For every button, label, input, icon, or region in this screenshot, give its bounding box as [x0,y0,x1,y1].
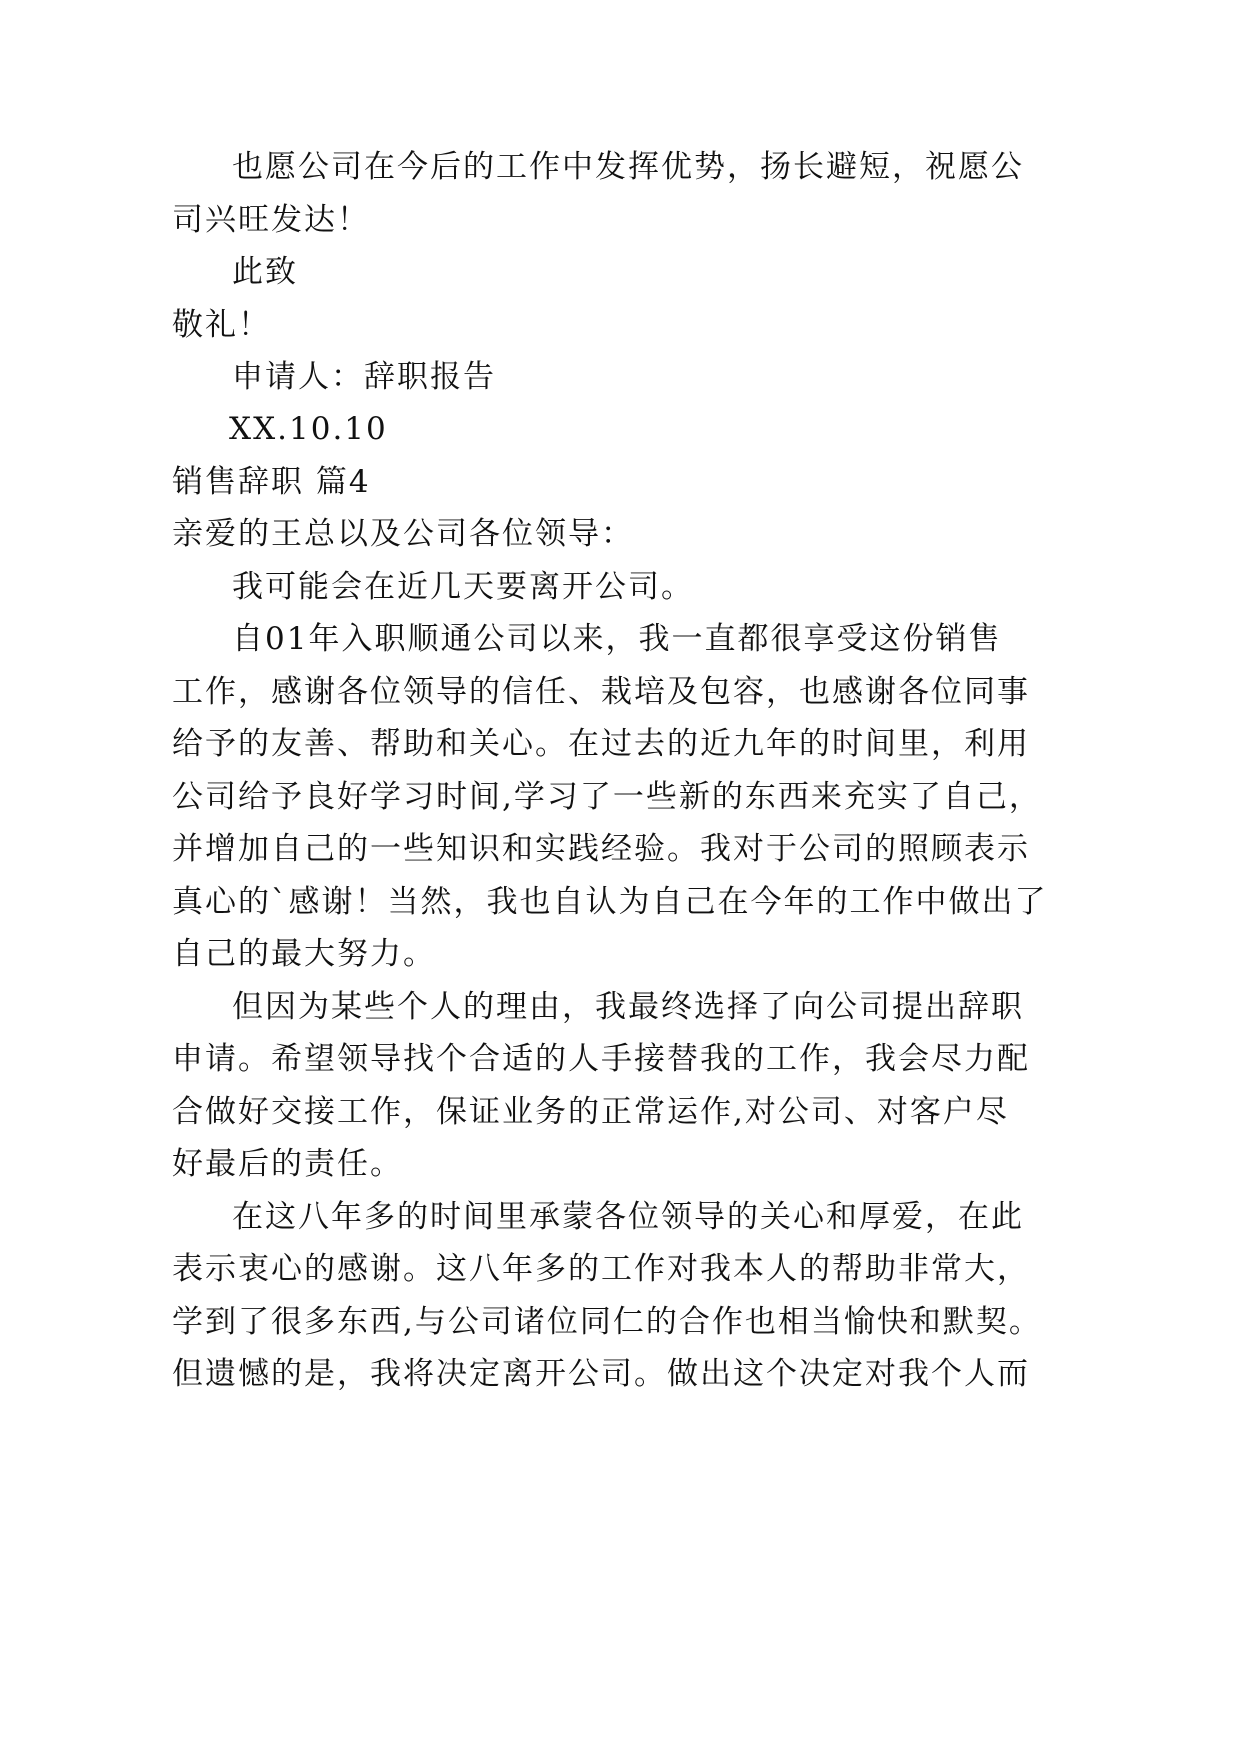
paragraph-line: 表示衷心的感谢。这八年多的工作对我本人的帮助非常大， [172,1251,1030,1287]
paragraph-line: 学到了很多东西,与公司诸位同仁的合作也相当愉快和默契。 [172,1304,1042,1340]
paragraph-line: 合做好交接工作，保证业务的正常运作,对公司、对客户尽 [172,1094,1009,1130]
paragraph-line: 自己的最大努力。 [172,936,436,972]
paragraph-line: 我可能会在近几天要离开公司。 [232,569,694,605]
applicant-signature: 申请人：辞职报告 [232,359,496,395]
paragraph-line: 公司给予良好学习时间,学习了一些新的东西来充实了自己， [172,779,1042,815]
closing-salutation: 此致 [232,254,298,290]
paragraph-line: 但因为某些个人的理由，我最终选择了向公司提出辞职 [232,989,1024,1025]
paragraph-line: 司兴旺发达！ [172,202,370,238]
paragraph-line: 并增加自己的一些知识和实践经验。我对于公司的照顾表示 [172,831,1030,867]
letter-greeting: 亲爱的王总以及公司各位领导： [172,516,634,552]
section-heading: 销售辞职 篇4 [172,464,371,500]
paragraph-line: 自01年入职顺通公司以来，我一直都很享受这份销售 [232,621,1002,657]
closing-regards: 敬礼！ [172,307,271,343]
paragraph-line: 但遗憾的是，我将决定离开公司。做出这个决定对我个人而 [172,1356,1030,1392]
paragraph-line: 工作，感谢各位领导的信任、栽培及包容，也感谢各位同事 [172,674,1030,710]
paragraph-line: 申请。希望领导找个合适的人手接替我的工作，我会尽力配 [172,1041,1030,1077]
paragraph-line: 给予的友善、帮助和关心。在过去的近九年的时间里，利用 [172,726,1030,762]
document-date: XX.10.10 [229,411,388,447]
paragraph-line: 也愿公司在今后的工作中发挥优势，扬长避短，祝愿公 [232,149,1024,185]
paragraph-line: 好最后的责任。 [172,1146,403,1182]
paragraph-line: 真心的`感谢！当然，我也自认为自己在今年的工作中做出了 [172,884,1048,920]
paragraph-line: 在这八年多的时间里承蒙各位领导的关心和厚爱，在此 [232,1199,1024,1235]
